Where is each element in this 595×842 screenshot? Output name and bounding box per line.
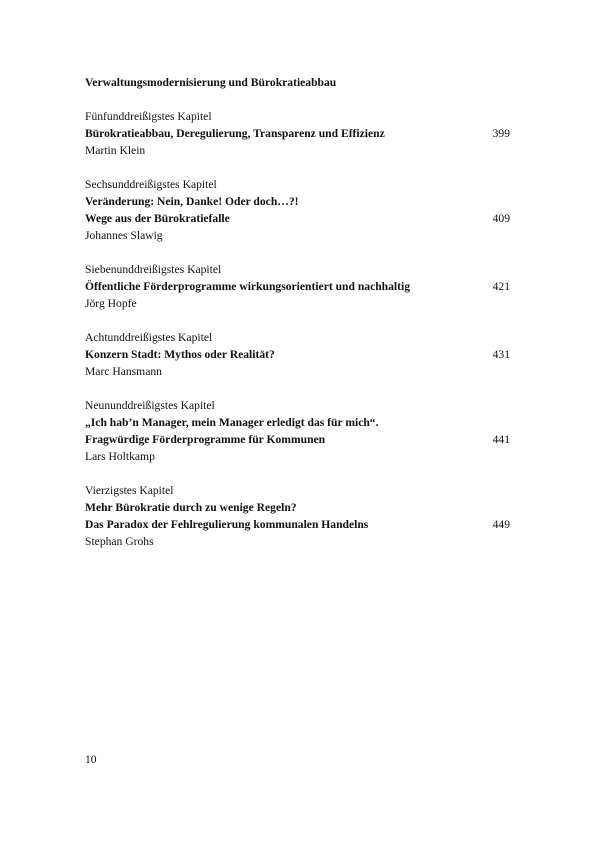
chapter-title-line bbox=[85, 210, 512, 227]
page-number: 10 bbox=[85, 753, 97, 766]
section-title: Verwaltungsmodernisierung und Bürokratieabbau bbox=[85, 76, 337, 89]
toc-entry bbox=[85, 482, 512, 550]
table-of-contents bbox=[85, 108, 512, 567]
chapter-author: Jörg Hopfe bbox=[85, 297, 137, 310]
chapter-author: Stephan Grohs bbox=[85, 535, 154, 548]
chapter-title-line bbox=[85, 125, 512, 142]
chapter-label: Vierzigstes Kapitel bbox=[85, 484, 174, 497]
toc-entry bbox=[85, 108, 512, 159]
chapter-title-text: Fragwürdige Förderprogramme für Kommunen bbox=[85, 433, 326, 446]
chapter-label: Fünfunddreißigstes Kapitel bbox=[85, 110, 212, 123]
toc-page-number: 399 bbox=[492, 127, 510, 140]
toc-page-number: 431 bbox=[492, 348, 510, 361]
toc-entry bbox=[85, 329, 512, 380]
toc-page-number: 421 bbox=[492, 280, 510, 293]
toc-entry bbox=[85, 397, 512, 465]
chapter-title-text: „Ich hab’n Manager, mein Manager erledigt das für mich“. bbox=[85, 416, 379, 429]
chapter-label: Siebenunddreißigstes Kapitel bbox=[85, 263, 222, 276]
toc-page-number: 441 bbox=[492, 433, 510, 446]
chapter-title-line bbox=[85, 193, 512, 210]
chapter-title-text: Konzern Stadt: Mythos oder Realität? bbox=[85, 348, 275, 361]
chapter-title-text: Veränderung: Nein, Danke! Oder doch…?! bbox=[85, 195, 299, 208]
chapter-author: Johannes Slawig bbox=[85, 229, 163, 242]
chapter-title-line bbox=[85, 516, 512, 533]
toc-page-number: 449 bbox=[492, 518, 510, 531]
chapter-title-line bbox=[85, 346, 512, 363]
toc-entry bbox=[85, 176, 512, 244]
chapter-author: Martin Klein bbox=[85, 144, 146, 157]
toc-entry bbox=[85, 261, 512, 312]
chapter-author: Lars Holtkamp bbox=[85, 450, 155, 463]
chapter-author: Marc Hansmann bbox=[85, 365, 162, 378]
chapter-title-line bbox=[85, 414, 512, 431]
chapter-title-line bbox=[85, 431, 512, 448]
chapter-title-text: Wege aus der Bürokratiefalle bbox=[85, 212, 230, 225]
chapter-label: Achtunddreißigstes Kapitel bbox=[85, 331, 213, 344]
chapter-title-line bbox=[85, 278, 512, 295]
chapter-title-text: Bürokratieabbau, Deregulierung, Transparenz und Effizienz bbox=[85, 127, 385, 140]
chapter-label: Sechsunddreißigstes Kapitel bbox=[85, 178, 217, 191]
chapter-label: Neununddreißigstes Kapitel bbox=[85, 399, 215, 412]
chapter-title-text: Öffentliche Förderprogramme wirkungsorientiert und nachhaltig bbox=[85, 280, 411, 293]
chapter-title-text: Mehr Bürokratie durch zu wenige Regeln? bbox=[85, 501, 297, 514]
chapter-title-text: Das Paradox der Fehlregulierung kommunalen Handelns bbox=[85, 518, 369, 531]
chapter-title-line bbox=[85, 499, 512, 516]
toc-page-number: 409 bbox=[492, 212, 510, 225]
